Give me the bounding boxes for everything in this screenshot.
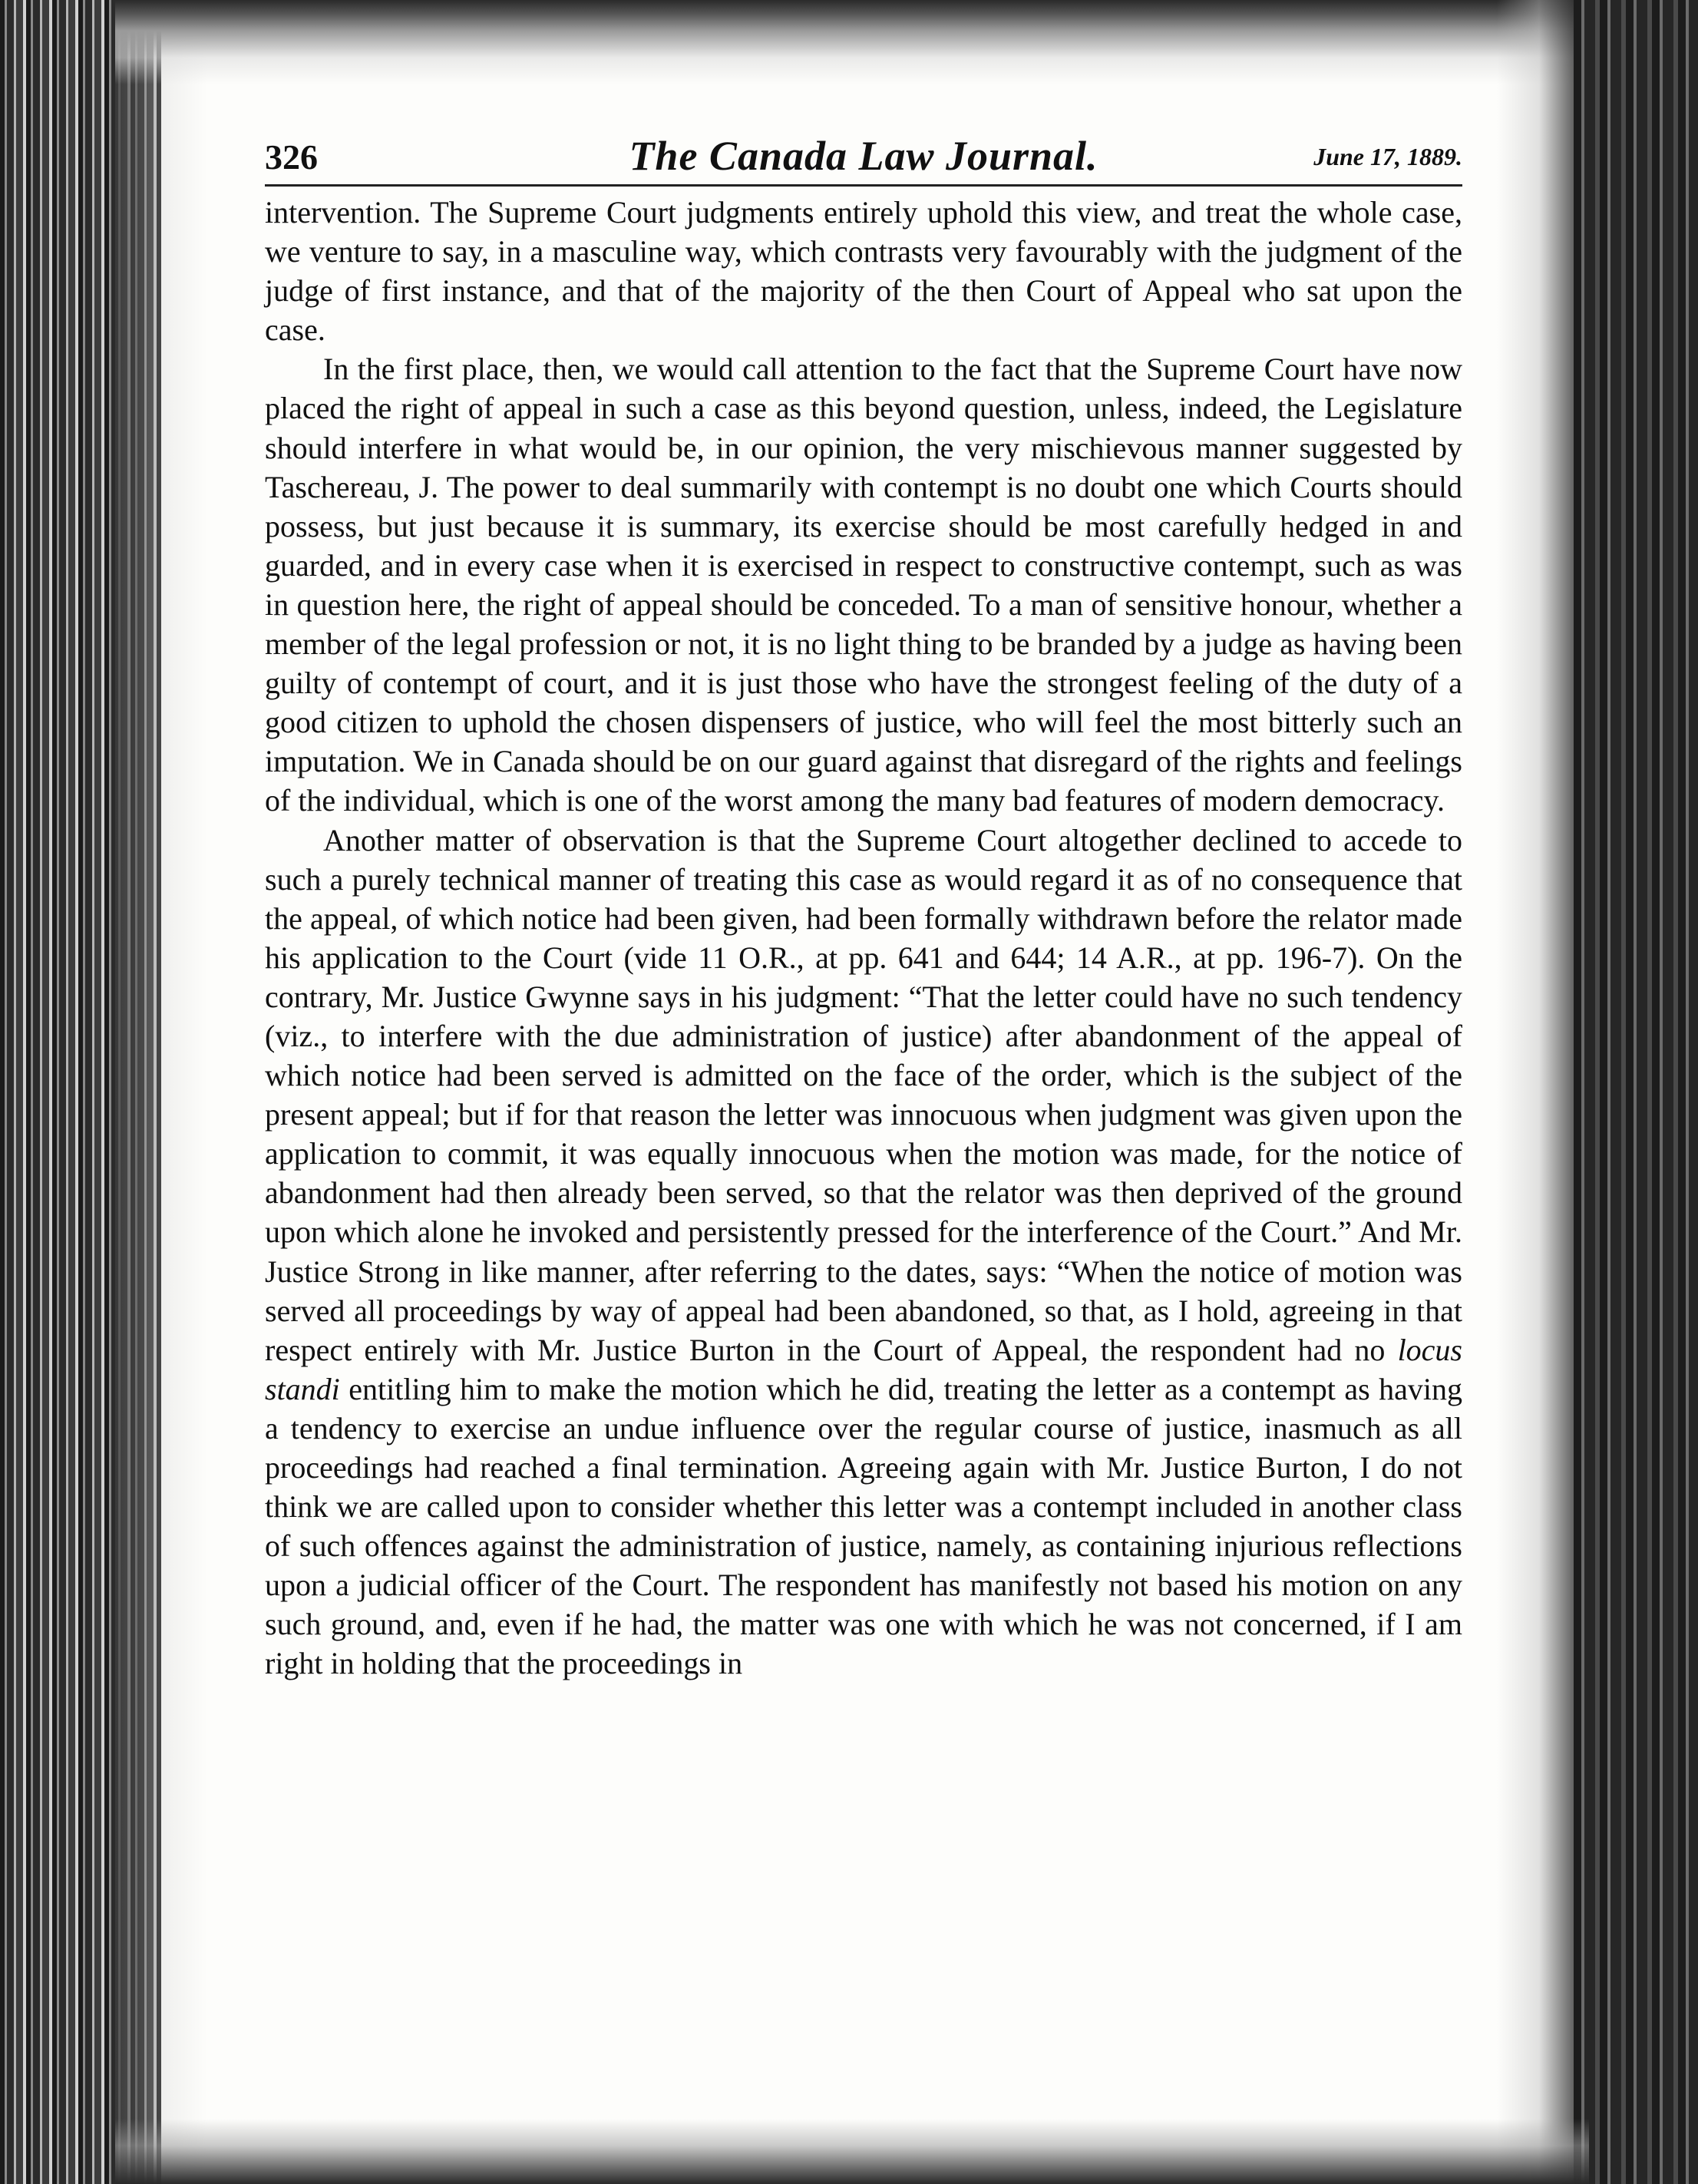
paragraph-3-text-start: Another matter of observation is that the Supreme Court altogether declined to accede to such a purely technical manner of treating this case as would regard it as of no consequence that the appeal, of which notice had been given, had been formally withdrawn before the relator made his application to the Court (vide 11 O.R., at pp. 641 and 644; 14 A.R., at pp. 196-7). On the contrary, Mr. Justice Gwynne says in his judgment: “That the letter could have no such tendency (viz., to interfere with the due administration of justice) after abandonment of the appeal of which notice had been served is admitted on the face of the order, which is the subject of the present appeal; but if for that reason the letter was innocuous when judgment was given upon the application to commit, it was equally innocuous when the motion was made, for the notice of abandonment had then already been served, so that the relator was then deprived of the ground upon which alone he invoked and persistently pressed for the interference of the Court.” And Mr. Justice Strong in like manner, after referring to the dates, says: “When the notice of motion was served all proceedings by way of appeal had been abandoned, so that, as I hold, agreeing in that respect entirely with Mr. Justice Burton in the Court of Appeal, the respondent had no: [265, 822, 1462, 1367]
article-body: [265, 193, 1462, 1683]
top-scan-edge: [115, 0, 1574, 84]
right-scan-edge: [1574, 0, 1698, 2184]
page-number: 326: [265, 137, 318, 177]
paragraph-3-text-end: entitling him to make the motion which he did, treating the letter as a contempt as having a tendency to exercise an undue influence over the regular course of justice, inasmuch as all proceedings had reached a final termination. Agreeing again with Mr. Justice Burton, I do not think we are called upon to consider whether this letter was a contempt included in another class of such offences against the administration of justice, namely, as containing injurious reflections upon a judicial officer of the Court. The respondent has manifestly not based his motion on any such ground, and, even if he had, the matter was one with which he was not concerned, if I am right in holding that the proceedings in: [265, 1371, 1462, 1681]
paragraph-3: [265, 821, 1462, 1683]
journal-title: The Canada Law Journal.: [629, 133, 1098, 179]
paragraph-2: In the first place, then, we would call attention to the fact that the Supreme Court have now placed the right of appeal in such a case as this beyond question, unless, indeed, the Legislature should interfere in what would be, in our opinion, the very mischievous manner suggested by Taschereau, J. The power to deal summarily with contempt is no doubt one which Courts should possess, but just because it is summary, its exercise should be most carefully hedged in and guarded, and in every case when it is exercised in respect to constructive contempt, such as was in question here, the right of appeal should be conceded. To a man of sensitive honour, whether a member of the legal profession or not, it is no light thing to be branded by a judge as having been guilty of contempt of court, and it is just those who have the strongest feeling of the duty of a good citizen to uphold the chosen dispensers of justice, who will feel the most bitterly such an imputation. We in Canada should be on our guard against that disregard of the rights and feelings of the individual, which is one of the worst among the many bad features of modern democracy.: [265, 352, 1462, 818]
binding-shadow: [115, 0, 207, 2184]
bottom-scan-edge: [115, 2119, 1589, 2184]
journal-page: [265, 123, 1462, 1683]
right-edge-shadow: [1497, 0, 1581, 2184]
paragraph-1: intervention. The Supreme Court judgments entirely uphold this view, and treat the whole case, we venture to say, in a masculine way, which contrasts very favourably with the judgment of the judge of first instance, and that of the majority of the then Court of Appeal who sat upon the case.: [265, 195, 1462, 348]
latin-phrase: locus standi: [265, 1332, 1462, 1406]
running-head: [265, 123, 1462, 187]
issue-date: June 17, 1889.: [1313, 143, 1462, 170]
